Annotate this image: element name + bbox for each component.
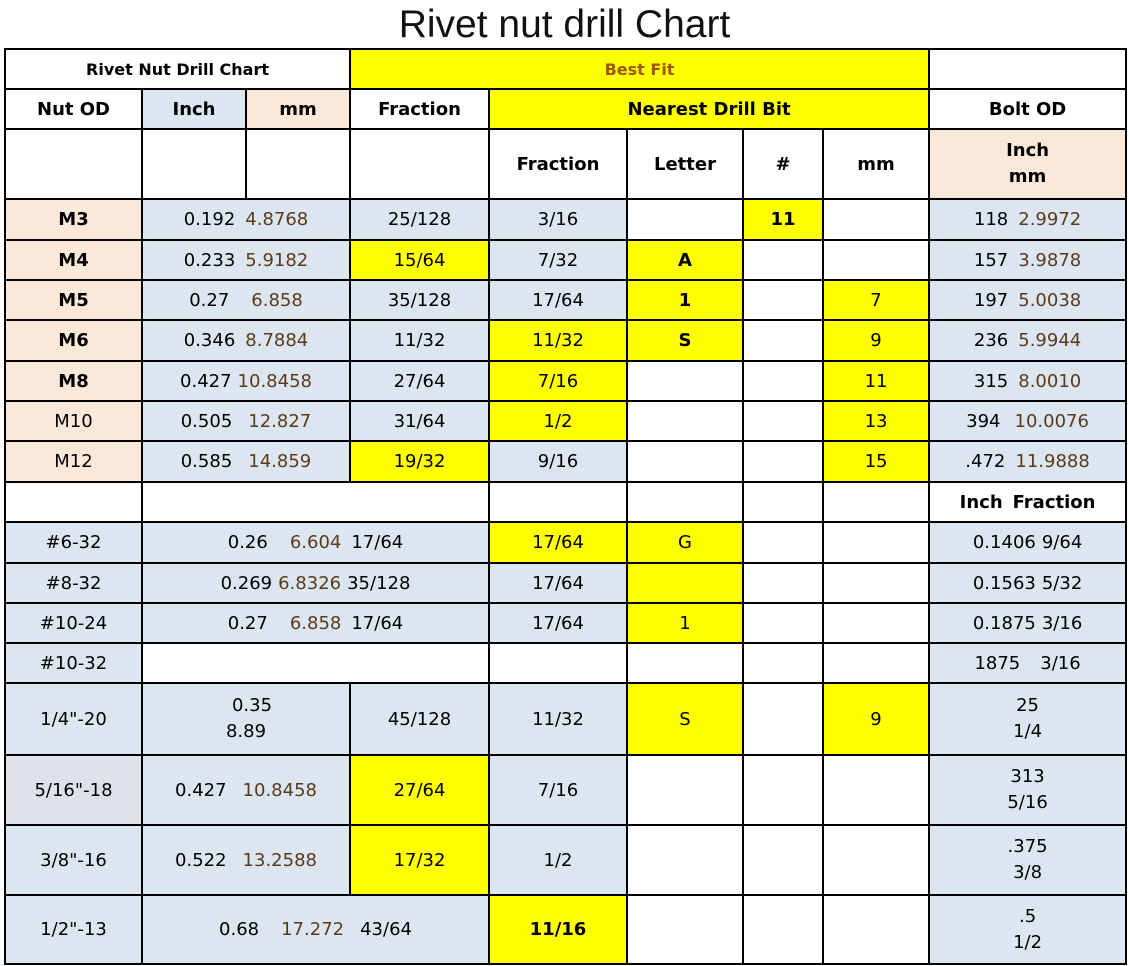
page-title: Rivet nut drill Chart bbox=[398, 3, 731, 46]
rivet-nut-drill-table bbox=[4, 48, 1127, 965]
bolt-od-cell: .472 11.9888 bbox=[929, 441, 1126, 482]
bolt-od-cell: 315 8.0010 bbox=[929, 361, 1126, 401]
drill-letter-cell: S bbox=[627, 320, 743, 361]
bolt-od-cell: 25 1/4 bbox=[929, 683, 1126, 755]
drill-letter-cell bbox=[627, 361, 743, 401]
empty-cell bbox=[627, 482, 743, 522]
drill-mm-cell bbox=[823, 643, 929, 683]
inch-mm-cell: 0.585 14.859 bbox=[142, 441, 350, 482]
drill-number-cell bbox=[743, 643, 823, 683]
table-row bbox=[5, 563, 1126, 603]
drill-number-cell bbox=[743, 320, 823, 361]
inch-mm-cell: 0.192 4.8768 bbox=[142, 199, 350, 240]
inch-mm-fraction-cell: 0.68 17.272 43/64 bbox=[142, 895, 489, 964]
fraction-cell: 35/128 bbox=[350, 280, 489, 320]
empty-cell bbox=[5, 482, 142, 522]
drill-fraction-cell: 17/64 bbox=[489, 603, 627, 643]
drill-letter-cell bbox=[627, 895, 743, 964]
empty-cell bbox=[5, 129, 142, 199]
drill-letter-cell bbox=[627, 563, 743, 603]
bolt-inch-label: Inch bbox=[1006, 140, 1050, 161]
drill-mm-cell: 11 bbox=[823, 361, 929, 401]
fraction-cell: 27/64 bbox=[350, 361, 489, 401]
drill-fraction-cell: 9/16 bbox=[489, 441, 627, 482]
drill-letter-cell bbox=[627, 755, 743, 825]
empty-cell bbox=[823, 482, 929, 522]
fraction-header: Fraction bbox=[350, 89, 489, 129]
best-fit-label: Best Fit bbox=[604, 59, 675, 79]
drill-fraction-cell: 11/16 bbox=[489, 895, 627, 964]
drill-number-cell bbox=[743, 280, 823, 320]
inch-mm-cell: 0.522 13.2588 bbox=[142, 825, 350, 895]
nut-od-cell: M6 bbox=[5, 320, 142, 361]
bolt-inch-fraction-subheader: Inch Fraction bbox=[929, 482, 1126, 522]
drill-fraction-cell: 11/32 bbox=[489, 683, 627, 755]
nut-od-cell: M8 bbox=[5, 361, 142, 401]
imperial-section-header bbox=[5, 482, 1126, 522]
table-row bbox=[5, 199, 1126, 240]
inch-mm-cell: 0.27 6.858 bbox=[142, 280, 350, 320]
bolt-od-cell: 0.1875 3/16 bbox=[929, 603, 1126, 643]
empty-cell bbox=[142, 129, 246, 199]
nut-od-cell: #8-32 bbox=[5, 563, 142, 603]
drill-fraction-cell: 7/16 bbox=[489, 361, 627, 401]
mm-header: mm bbox=[246, 89, 350, 129]
drill-letter-cell: 1 bbox=[627, 280, 743, 320]
drill-mm-cell bbox=[823, 755, 929, 825]
bolt-od-cell: .5 1/2 bbox=[929, 895, 1126, 964]
nut-od-cell: #6-32 bbox=[5, 522, 142, 563]
nut-od-cell: #10-24 bbox=[5, 603, 142, 643]
empty-cell bbox=[743, 482, 823, 522]
fraction-cell: 19/32 bbox=[350, 441, 489, 482]
nut-od-cell: M10 bbox=[5, 401, 142, 441]
drill-letter-cell bbox=[627, 441, 743, 482]
drill-mm-cell bbox=[823, 895, 929, 964]
empty-header-cell bbox=[929, 49, 1126, 89]
nut-od-cell: 5/16"-18 bbox=[5, 755, 142, 825]
table-row bbox=[5, 522, 1126, 563]
bolt-od-cell: 0.1406 9/64 bbox=[929, 522, 1126, 563]
best-fit-header bbox=[350, 49, 929, 89]
inch-mm-fraction-cell: 0.27 6.858 17/64 bbox=[142, 603, 489, 643]
bolt-od-cell: 236 5.9944 bbox=[929, 320, 1126, 361]
drill-fraction-cell: 1/2 bbox=[489, 825, 627, 895]
inch-mm-fraction-cell bbox=[142, 643, 489, 683]
inch-header: Inch bbox=[142, 89, 246, 129]
drill-mm-cell: 9 bbox=[823, 683, 929, 755]
drill-number-cell bbox=[743, 895, 823, 964]
table-row bbox=[5, 361, 1126, 401]
inch-mm-cell: 0.505 12.827 bbox=[142, 401, 350, 441]
table-row bbox=[5, 825, 1126, 895]
bolt-od-cell: 313 5/16 bbox=[929, 755, 1126, 825]
table-row bbox=[5, 401, 1126, 441]
drill-mm-cell: 15 bbox=[823, 441, 929, 482]
inch-mm-fraction-cell: 0.26 6.604 17/64 bbox=[142, 522, 489, 563]
drill-letter-cell bbox=[627, 199, 743, 240]
fraction-cell: 45/128 bbox=[350, 683, 489, 755]
table-row bbox=[5, 441, 1126, 482]
drill-mm-cell bbox=[823, 522, 929, 563]
nearest-drill-bit-header: Nearest Drill Bit bbox=[489, 89, 929, 129]
fraction-cell: 31/64 bbox=[350, 401, 489, 441]
bolt-od-cell: 1875 3/16 bbox=[929, 643, 1126, 683]
drill-mm-cell bbox=[823, 603, 929, 643]
drill-fraction-cell: 17/64 bbox=[489, 522, 627, 563]
table-row bbox=[5, 320, 1126, 361]
empty-cell bbox=[246, 129, 350, 199]
drill-fraction-cell: 7/16 bbox=[489, 755, 627, 825]
drill-letter-cell: 1 bbox=[627, 603, 743, 643]
table-row bbox=[5, 643, 1126, 683]
drill-mm-cell: 9 bbox=[823, 320, 929, 361]
drill-letter-cell bbox=[627, 401, 743, 441]
drill-mm-subheader: mm bbox=[823, 129, 929, 199]
drill-number-cell bbox=[743, 825, 823, 895]
table-row bbox=[5, 240, 1126, 280]
table-row bbox=[5, 280, 1126, 320]
drill-number-cell bbox=[743, 441, 823, 482]
drill-mm-cell bbox=[823, 825, 929, 895]
nut-od-header: Nut OD bbox=[5, 89, 142, 129]
drill-number-cell bbox=[743, 603, 823, 643]
drill-number-cell bbox=[743, 683, 823, 755]
drill-number-cell bbox=[743, 401, 823, 441]
bolt-od-cell: 118 2.9972 bbox=[929, 199, 1126, 240]
drill-letter-cell: A bbox=[627, 240, 743, 280]
table-row bbox=[5, 895, 1126, 964]
nut-od-cell: M3 bbox=[5, 199, 142, 240]
chart-label-cell: Rivet Nut Drill Chart bbox=[5, 49, 350, 89]
inch-mm-cell: 0.346 8.7884 bbox=[142, 320, 350, 361]
drill-number-cell bbox=[743, 361, 823, 401]
drill-mm-cell: 7 bbox=[823, 280, 929, 320]
nut-od-cell: 1/2"-13 bbox=[5, 895, 142, 964]
inch-mm-cell: 0.35 8.89 bbox=[142, 683, 350, 755]
nut-od-cell: M5 bbox=[5, 280, 142, 320]
table-row bbox=[5, 683, 1126, 755]
bolt-od-cell: 197 5.0038 bbox=[929, 280, 1126, 320]
nut-od-cell: #10-32 bbox=[5, 643, 142, 683]
bolt-od-cell: .375 3/8 bbox=[929, 825, 1126, 895]
bolt-od-cell: 157 3.9878 bbox=[929, 240, 1126, 280]
drill-letter-cell: G bbox=[627, 522, 743, 563]
drill-letter-cell: S bbox=[627, 683, 743, 755]
table-row bbox=[5, 755, 1126, 825]
drill-number-cell bbox=[743, 563, 823, 603]
fraction-cell: 25/128 bbox=[350, 199, 489, 240]
drill-number-subheader: # bbox=[743, 129, 823, 199]
bolt-units-subheader bbox=[929, 129, 1126, 199]
empty-cell bbox=[489, 482, 627, 522]
drill-number-cell bbox=[743, 755, 823, 825]
drill-mm-cell bbox=[823, 199, 929, 240]
inch-mm-cell: 0.233 5.9182 bbox=[142, 240, 350, 280]
fraction-cell: 15/64 bbox=[350, 240, 489, 280]
drill-letter-cell bbox=[627, 643, 743, 683]
drill-fraction-cell: 17/64 bbox=[489, 563, 627, 603]
drill-mm-cell: 13 bbox=[823, 401, 929, 441]
inch-mm-cell: 0.427 10.8458 bbox=[142, 755, 350, 825]
drill-fraction-cell: 17/64 bbox=[489, 280, 627, 320]
nut-od-cell: 3/8"-16 bbox=[5, 825, 142, 895]
nut-od-cell: 1/4"-20 bbox=[5, 683, 142, 755]
bolt-od-header: Bolt OD bbox=[929, 89, 1126, 129]
drill-number-cell: 11 bbox=[743, 199, 823, 240]
drill-fraction-cell: 1/2 bbox=[489, 401, 627, 441]
bolt-od-cell: 0.1563 5/32 bbox=[929, 563, 1126, 603]
drill-fraction-cell bbox=[489, 643, 627, 683]
drill-number-cell bbox=[743, 240, 823, 280]
fraction-cell: 27/64 bbox=[350, 755, 489, 825]
drill-mm-cell bbox=[823, 240, 929, 280]
drill-letter-subheader: Letter bbox=[627, 129, 743, 199]
nut-od-cell: M12 bbox=[5, 441, 142, 482]
empty-cell bbox=[142, 482, 489, 522]
fraction-cell: 17/32 bbox=[350, 825, 489, 895]
drill-fraction-cell: 3/16 bbox=[489, 199, 627, 240]
fraction-cell: 11/32 bbox=[350, 320, 489, 361]
drill-mm-cell bbox=[823, 563, 929, 603]
drill-letter-cell bbox=[627, 825, 743, 895]
empty-cell bbox=[350, 129, 489, 199]
inch-mm-cell: 0.427 10.8458 bbox=[142, 361, 350, 401]
bolt-od-cell: 394 10.0076 bbox=[929, 401, 1126, 441]
drill-fraction-subheader: Fraction bbox=[489, 129, 627, 199]
table-row bbox=[5, 603, 1126, 643]
nut-od-cell: M4 bbox=[5, 240, 142, 280]
drill-number-cell bbox=[743, 522, 823, 563]
drill-fraction-cell: 11/32 bbox=[489, 320, 627, 361]
drill-fraction-cell: 7/32 bbox=[489, 240, 627, 280]
inch-mm-fraction-cell: 0.269 6.8326 35/128 bbox=[142, 563, 489, 603]
bolt-mm-label: mm bbox=[1008, 166, 1047, 187]
